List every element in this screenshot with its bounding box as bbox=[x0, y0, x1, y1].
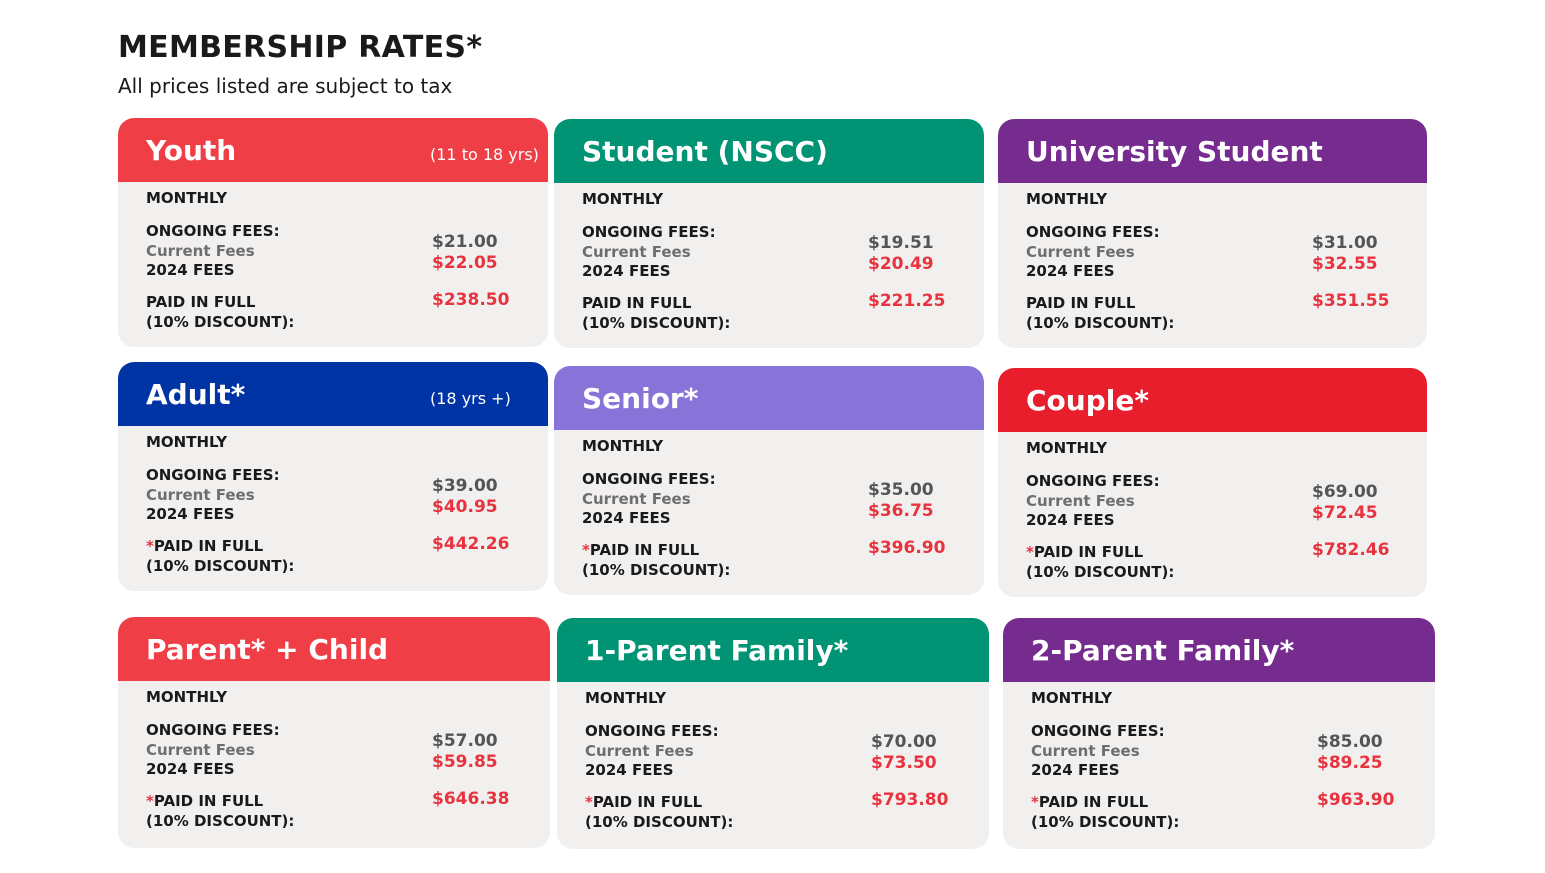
fee-2024-value: $36.75 bbox=[868, 501, 934, 521]
card-header bbox=[998, 368, 1427, 432]
ongoing-fees-label: ONGOING FEES: bbox=[1026, 472, 1160, 490]
card-title: Senior* bbox=[582, 382, 699, 415]
discount-label: (10% DISCOUNT): bbox=[1026, 563, 1175, 581]
card-header bbox=[554, 366, 984, 430]
paid-in-full-value: $442.26 bbox=[432, 534, 510, 554]
ongoing-fees-label: ONGOING FEES: bbox=[1031, 722, 1165, 740]
monthly-label: MONTHLY bbox=[1026, 190, 1108, 208]
fee-2024-value: $40.95 bbox=[432, 497, 498, 517]
asterisk-mark: * bbox=[585, 793, 593, 811]
card-header bbox=[1003, 618, 1435, 682]
membership-card-senior bbox=[554, 366, 984, 595]
fees-2024-label: 2024 FEES bbox=[1026, 511, 1115, 529]
fee-2024-value: $73.50 bbox=[871, 753, 937, 773]
current-fee-value: $21.00 bbox=[432, 232, 498, 252]
fee-2024-value: $72.45 bbox=[1312, 503, 1378, 523]
fees-2024-label: 2024 FEES bbox=[146, 760, 235, 778]
fee-2024-value: $22.05 bbox=[432, 253, 498, 273]
paid-in-full-label bbox=[585, 793, 702, 811]
paid-in-full-text: PAID IN FULL bbox=[592, 793, 703, 811]
paid-in-full-text: PAID IN FULL bbox=[1026, 294, 1136, 312]
current-fees-label: Current Fees bbox=[585, 742, 694, 760]
card-title: 2-Parent Family* bbox=[1031, 634, 1295, 667]
asterisk-mark: * bbox=[1026, 543, 1034, 561]
paid-in-full-value: $221.25 bbox=[868, 291, 946, 311]
current-fee-value: $69.00 bbox=[1312, 482, 1378, 502]
fees-2024-label: 2024 FEES bbox=[1031, 761, 1120, 779]
card-age-range: (18 yrs +) bbox=[430, 389, 511, 408]
paid-in-full-label bbox=[582, 541, 699, 559]
monthly-label: MONTHLY bbox=[585, 689, 667, 707]
membership-card-2-parent-family bbox=[1003, 618, 1435, 849]
current-fees-label: Current Fees bbox=[146, 741, 255, 759]
paid-in-full-text: PAID IN FULL bbox=[153, 537, 264, 555]
current-fees-label: Current Fees bbox=[146, 242, 255, 260]
fees-2024-label: 2024 FEES bbox=[582, 509, 671, 527]
ongoing-fees-label: ONGOING FEES: bbox=[146, 721, 280, 739]
card-title: University Student bbox=[1026, 135, 1323, 168]
card-header bbox=[118, 617, 550, 681]
membership-card-1-parent-family bbox=[557, 618, 989, 849]
current-fees-label: Current Fees bbox=[582, 243, 691, 261]
card-title: Adult* bbox=[146, 378, 246, 411]
ongoing-fees-label: ONGOING FEES: bbox=[1026, 223, 1160, 241]
paid-in-full-label bbox=[146, 792, 263, 810]
paid-in-full-label bbox=[1031, 793, 1148, 811]
current-fee-value: $39.00 bbox=[432, 476, 498, 496]
fees-2024-label: 2024 FEES bbox=[146, 261, 235, 279]
discount-label: (10% DISCOUNT): bbox=[582, 314, 731, 332]
discount-label: (10% DISCOUNT): bbox=[146, 812, 295, 830]
ongoing-fees-label: ONGOING FEES: bbox=[582, 223, 716, 241]
paid-in-full-value: $238.50 bbox=[432, 290, 510, 310]
paid-in-full-text: PAID IN FULL bbox=[1038, 793, 1149, 811]
current-fees-label: Current Fees bbox=[582, 490, 691, 508]
current-fee-value: $70.00 bbox=[871, 732, 937, 752]
membership-card-youth bbox=[118, 118, 548, 347]
paid-in-full-value: $793.80 bbox=[871, 790, 949, 810]
page-subtitle: All prices listed are subject to tax bbox=[118, 74, 453, 98]
ongoing-fees-label: ONGOING FEES: bbox=[146, 466, 280, 484]
membership-card-parent-child bbox=[118, 617, 550, 848]
paid-in-full-text: PAID IN FULL bbox=[153, 792, 264, 810]
monthly-label: MONTHLY bbox=[1026, 439, 1108, 457]
card-header bbox=[557, 618, 989, 682]
fees-2024-label: 2024 FEES bbox=[585, 761, 674, 779]
current-fee-value: $35.00 bbox=[868, 480, 934, 500]
card-title: Youth bbox=[146, 134, 237, 167]
paid-in-full-text: PAID IN FULL bbox=[582, 294, 692, 312]
monthly-label: MONTHLY bbox=[146, 433, 228, 451]
discount-label: (10% DISCOUNT): bbox=[1031, 813, 1180, 831]
card-header bbox=[118, 362, 548, 426]
paid-in-full-label bbox=[1026, 294, 1135, 312]
membership-card-university-student bbox=[998, 119, 1427, 348]
monthly-label: MONTHLY bbox=[582, 190, 664, 208]
card-header bbox=[998, 119, 1427, 183]
current-fees-label: Current Fees bbox=[146, 486, 255, 504]
paid-in-full-label bbox=[582, 294, 691, 312]
paid-in-full-value: $351.55 bbox=[1312, 291, 1390, 311]
paid-in-full-value: $646.38 bbox=[432, 789, 510, 809]
fee-2024-value: $32.55 bbox=[1312, 254, 1378, 274]
paid-in-full-text: PAID IN FULL bbox=[1033, 543, 1144, 561]
monthly-label: MONTHLY bbox=[582, 437, 664, 455]
paid-in-full-value: $963.90 bbox=[1317, 790, 1395, 810]
current-fee-value: $19.51 bbox=[868, 233, 934, 253]
ongoing-fees-label: ONGOING FEES: bbox=[582, 470, 716, 488]
fee-2024-value: $20.49 bbox=[868, 254, 934, 274]
current-fee-value: $85.00 bbox=[1317, 732, 1383, 752]
paid-in-full-text: PAID IN FULL bbox=[589, 541, 700, 559]
asterisk-mark: * bbox=[1031, 793, 1039, 811]
asterisk-mark: * bbox=[146, 537, 154, 555]
current-fees-label: Current Fees bbox=[1031, 742, 1140, 760]
current-fee-value: $31.00 bbox=[1312, 233, 1378, 253]
discount-label: (10% DISCOUNT): bbox=[582, 561, 731, 579]
monthly-label: MONTHLY bbox=[146, 189, 228, 207]
card-header bbox=[118, 118, 548, 182]
fees-2024-label: 2024 FEES bbox=[146, 505, 235, 523]
ongoing-fees-label: ONGOING FEES: bbox=[585, 722, 719, 740]
current-fees-label: Current Fees bbox=[1026, 243, 1135, 261]
paid-in-full-label bbox=[1026, 543, 1143, 561]
membership-card-student-nscc bbox=[554, 119, 984, 348]
monthly-label: MONTHLY bbox=[146, 688, 228, 706]
fees-2024-label: 2024 FEES bbox=[1026, 262, 1115, 280]
card-header bbox=[554, 119, 984, 183]
card-title: Parent* + Child bbox=[146, 633, 389, 666]
page-title: MEMBERSHIP RATES* bbox=[118, 30, 483, 65]
discount-label: (10% DISCOUNT): bbox=[1026, 314, 1175, 332]
monthly-label: MONTHLY bbox=[1031, 689, 1113, 707]
paid-in-full-label bbox=[146, 293, 255, 311]
card-title: 1-Parent Family* bbox=[585, 634, 849, 667]
card-title: Student (NSCC) bbox=[582, 135, 828, 168]
card-title: Couple* bbox=[1026, 384, 1149, 417]
discount-label: (10% DISCOUNT): bbox=[146, 557, 295, 575]
paid-in-full-value: $396.90 bbox=[868, 538, 946, 558]
fee-2024-value: $89.25 bbox=[1317, 753, 1383, 773]
discount-label: (10% DISCOUNT): bbox=[146, 313, 295, 331]
membership-card-adult bbox=[118, 362, 548, 591]
fee-2024-value: $59.85 bbox=[432, 752, 498, 772]
paid-in-full-value: $782.46 bbox=[1312, 540, 1390, 560]
discount-label: (10% DISCOUNT): bbox=[585, 813, 734, 831]
current-fee-value: $57.00 bbox=[432, 731, 498, 751]
membership-card-couple bbox=[998, 368, 1427, 597]
paid-in-full-text: PAID IN FULL bbox=[146, 293, 256, 311]
asterisk-mark: * bbox=[582, 541, 590, 559]
fees-2024-label: 2024 FEES bbox=[582, 262, 671, 280]
ongoing-fees-label: ONGOING FEES: bbox=[146, 222, 280, 240]
asterisk-mark: * bbox=[146, 792, 154, 810]
current-fees-label: Current Fees bbox=[1026, 492, 1135, 510]
card-age-range: (11 to 18 yrs) bbox=[430, 145, 539, 164]
paid-in-full-label bbox=[146, 537, 263, 555]
